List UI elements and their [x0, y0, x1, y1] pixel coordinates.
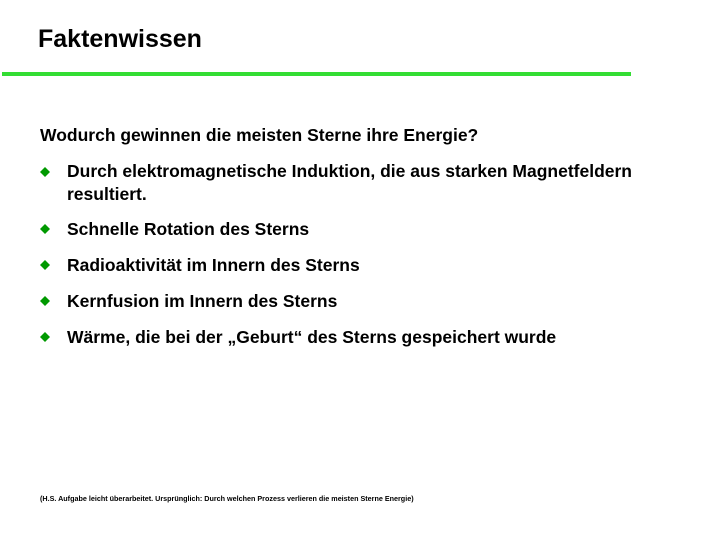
source-footnote: (H.S. Aufgabe leicht überarbeitet. Ursprünglich: Durch welchen Prozess verlieren die meisten Sterne Energie): [40, 494, 414, 503]
answer-option-text: Kernfusion im Innern des Sterns: [67, 291, 338, 311]
answer-option-text: Schnelle Rotation des Sterns: [67, 219, 310, 239]
diamond-bullet-icon: [40, 260, 50, 270]
slide-title: Faktenwissen: [38, 25, 202, 53]
diamond-bullet-icon: [40, 224, 50, 234]
answer-option: [40, 253, 680, 277]
diamond-bullet-icon: [40, 296, 50, 306]
answer-option: [40, 217, 680, 241]
diamond-bullet-icon: [40, 332, 50, 342]
answer-option: [40, 325, 680, 349]
answer-list: [40, 160, 680, 361]
answer-option-text: Durch elektromagnetische Induktion, die aus starken Magnetfeldern resultiert.: [67, 161, 632, 204]
diamond-bullet-icon: [40, 167, 50, 177]
title-divider: [2, 72, 631, 76]
answer-option-text: Radioaktivität im Innern des Sterns: [67, 255, 360, 275]
quiz-question: Wodurch gewinnen die meisten Sterne ihre Energie?: [40, 125, 479, 145]
answer-option: [40, 160, 680, 206]
answer-option: [40, 289, 680, 313]
answer-option-text: Wärme, die bei der „Geburt“ des Sterns gespeichert wurde: [67, 327, 557, 347]
